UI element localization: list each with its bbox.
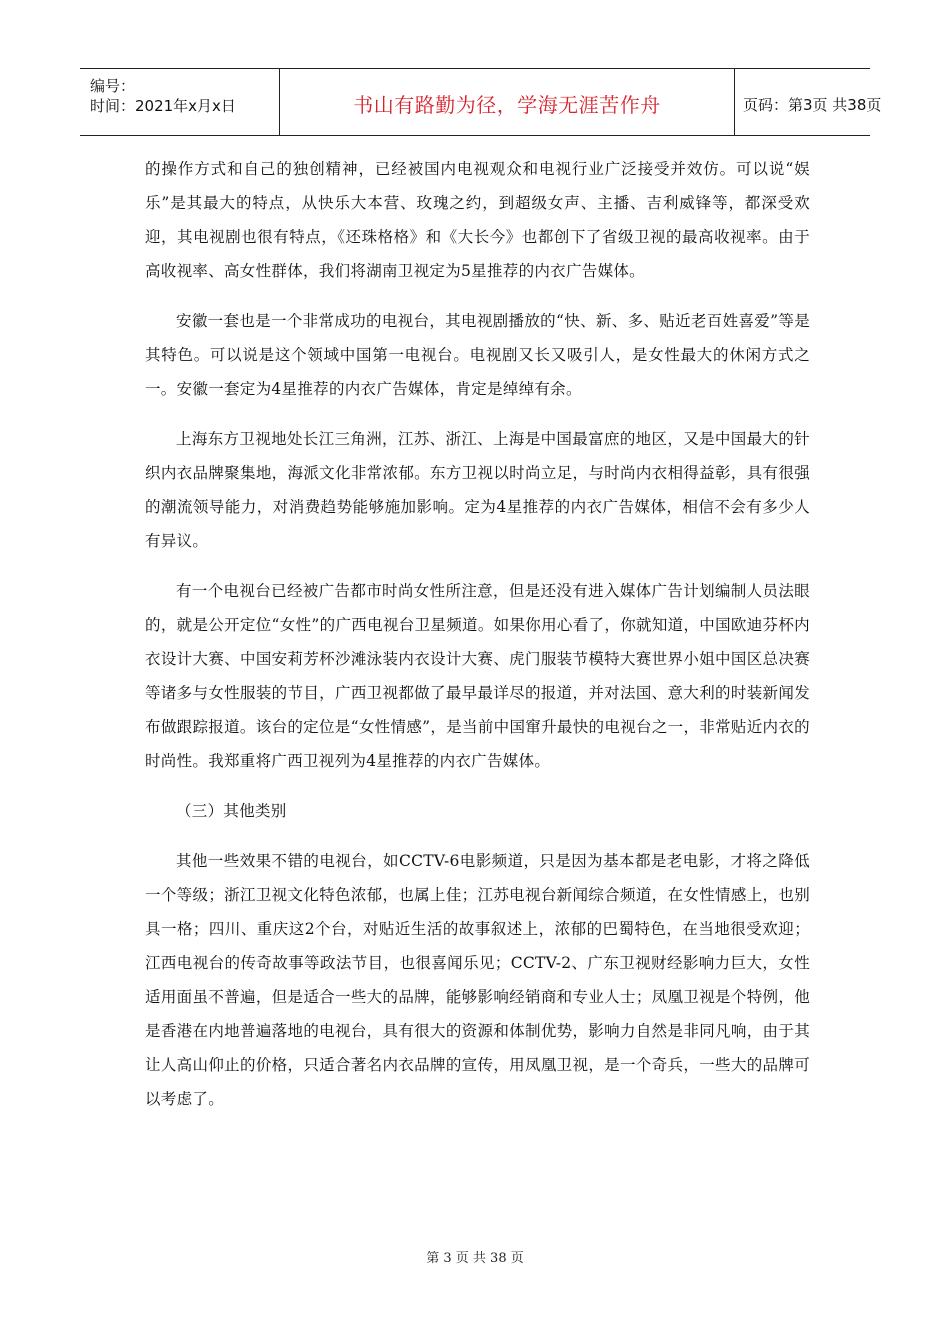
page-footer: 第 3 页 共 38 页 — [426, 1251, 524, 1266]
document-body — [145, 152, 810, 1116]
header-motto: 书山有路勤为径，学海无涯苦作舟 — [353, 93, 661, 117]
paragraph-other-channels: 其他一些效果不错的电视台，如CCTV-6电影频道，只是因为基本都是老电影，才将之降低一个等级；浙江卫视文化特色浓郁，也属上佳；江苏电视台新闻综合频道，在女性情感上，也别具一格；四川、重庆这2个台，对贴近生活的故事叙述上，浓郁的巴蜀特色，在当地很受欢迎；江西电视台的传奇故事等政法节目，也很喜闻乐见；CCTV-2、广东卫视财经影响力巨大，女性适用面虽不普遍，但是适合一些大的品牌，能够影响经销商和专业人士；凤凰卫视是个特例，他是香港在内地普遍落地的电视台，具有很大的资源和体制优势，影响力自然是非同凡响，由于其让人高山仰止的价格，只适合著名内衣品牌的宣传，用凤凰卫视，是一个奇兵，一些大的品牌可以考虑了。 — [145, 852, 810, 1108]
paragraph-guangxi-tv: 有一个电视台已经被广告都市时尚女性所注意，但是还没有进入媒体广告计划编制人员法眼的，就是公开定位“女性”的广西电视台卫星频道。如果你用心看了，你就知道，中国欧迪芬杯内衣设计大赛、中国安莉芳杯沙滩泳装内衣设计大赛、虎门服装节模特大赛世界小姐中国区总决赛等诸多与女性服装的节目，广西卫视都做了最早最详尽的报道，并对法国、意大利的时装新闻发布做跟踪报道。该台的定位是“女性情感”，是当前中国窜升最快的电视台之一，非常贴近内衣的时尚性。我郑重将广西卫视列为4星推荐的内衣广告媒体。 — [145, 582, 810, 770]
document-date: 时间：2021年x月x日 — [90, 97, 236, 115]
section-heading-other-categories: （三）其他类别 — [176, 802, 287, 820]
paragraph-dragon-tv: 上海东方卫视地处长江三角洲，江苏、浙江、上海是中国最富庶的地区，又是中国最大的针织内衣品牌聚集地，海派文化非常浓郁。东方卫视以时尚立足，与时尚内衣相得益彰，具有很强的潮流领导能力，对消费趋势能够施加影响。定为4星推荐的内衣广告媒体，相信不会有多少人有异议。 — [145, 430, 810, 550]
header-motto-cell — [280, 69, 735, 135]
paragraph-anhui-tv: 安徽一套也是一个非常成功的电视台，其电视剧播放的“快、新、多、贴近老百姓喜爱”等是其特色。可以说是这个领域中国第一电视台。电视剧又长又吸引人，是女性最大的休闲方式之一。安徽一套定为4星推荐的内衣广告媒体，肯定是绰绰有余。 — [145, 312, 810, 398]
paragraph-hunan-tv: 的操作方式和自己的独创精神，已经被国内电视观众和电视行业广泛接受并效仿。可以说“娱乐”是其最大的特点，从快乐大本营、玫瑰之约，到超级女声、主播、吉利威锋等，都深受欢迎，其电视剧也很有特点，《还珠格格》和《大长今》也都创下了省级卫视的最高收视率。由于高收视率、高女性群体，我们将湖南卫视定为5星推荐的内衣广告媒体。 — [145, 160, 810, 280]
document-code-label: 编号： — [90, 77, 136, 95]
header-page-cell — [735, 69, 882, 135]
header-info-cell — [80, 69, 280, 135]
header-page-info: 页码：第3页 共38页 — [743, 96, 882, 114]
page-header — [80, 68, 882, 136]
